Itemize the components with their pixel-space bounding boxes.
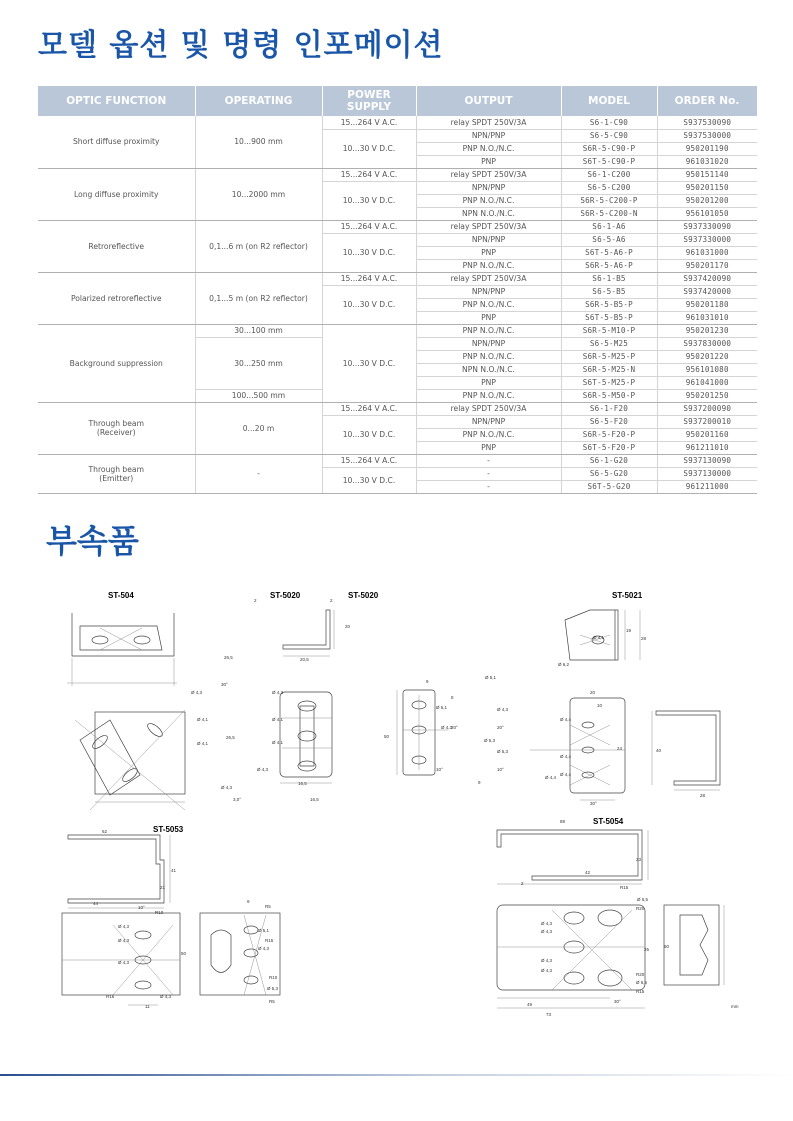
order-number-cell: S937130090 bbox=[657, 454, 757, 467]
power-supply-cell: 15...264 V A.C. bbox=[322, 272, 416, 285]
order-number-cell: 961031000 bbox=[657, 246, 757, 259]
dimension-label: 42 bbox=[585, 870, 591, 875]
dimension-label: 23 bbox=[636, 857, 642, 862]
dimension-label: Ø 4,4 bbox=[560, 717, 572, 722]
section-title-model-options: 모델 옵션 및 명령 인포메이션 bbox=[38, 28, 444, 63]
st-5021-side-view bbox=[650, 705, 730, 795]
model-cell: S6-1-C200 bbox=[561, 168, 657, 181]
dimension-label: R5 bbox=[269, 999, 275, 1004]
order-number-cell: 961041000 bbox=[657, 376, 757, 389]
order-number-cell: S937530090 bbox=[657, 116, 757, 129]
table-row bbox=[38, 272, 757, 285]
dimension-label: 2 bbox=[521, 881, 524, 886]
model-cell: S6R-5-A6-P bbox=[561, 259, 657, 272]
dimension-label: 50 bbox=[664, 944, 670, 949]
dimension-label: R16 bbox=[106, 994, 115, 999]
dimension-label: 20° bbox=[451, 725, 458, 730]
dimension-label: Ø 4,3 bbox=[191, 690, 203, 695]
output-cell: PNP bbox=[416, 441, 561, 454]
operating-range-cell: 0,1...5 m (on R2 reflector) bbox=[195, 272, 322, 324]
dimension-label: Ø 5,1 bbox=[258, 928, 270, 933]
order-number-cell: 950201250 bbox=[657, 389, 757, 402]
dimension-label: Ø 4,3 bbox=[541, 968, 553, 973]
dimension-label: Ø 4,3 bbox=[118, 924, 130, 929]
table-row bbox=[38, 324, 757, 337]
output-cell: NPN/PNP bbox=[416, 415, 561, 428]
dimension-label: 9 bbox=[478, 780, 481, 785]
dimension-label: Ø 4,3 bbox=[541, 929, 553, 934]
output-cell: relay SPDT 250V/3A bbox=[416, 168, 561, 181]
power-supply-cell: 15...264 V A.C. bbox=[322, 116, 416, 129]
table-header-4: MODEL bbox=[561, 86, 657, 116]
dimension-label: 28 bbox=[641, 636, 647, 641]
dimension-label: Ø 4,3 bbox=[118, 938, 130, 943]
power-supply-cell: 10...30 V D.C. bbox=[322, 467, 416, 493]
power-supply-cell: 10...30 V D.C. bbox=[322, 129, 416, 168]
power-supply-cell: 10...30 V D.C. bbox=[322, 415, 416, 454]
model-cell: S6-5-G20 bbox=[561, 467, 657, 480]
power-supply-cell: 15...264 V A.C. bbox=[322, 168, 416, 181]
dimension-label: Ø 4,1 bbox=[593, 635, 605, 640]
model-cell: S6R-5-C200-P bbox=[561, 194, 657, 207]
drawing-label-st-504: ST-504 bbox=[108, 591, 134, 600]
dimension-label: 3,0° bbox=[233, 797, 242, 802]
dimension-label: R15 bbox=[620, 885, 629, 890]
dimension-label: Ø 4,3 bbox=[541, 921, 553, 926]
model-cell: S6R-5-F20-P bbox=[561, 428, 657, 441]
order-number-cell: 961031020 bbox=[657, 155, 757, 168]
dimension-label: 24 bbox=[617, 746, 623, 751]
output-cell: PNP N.O./N.C. bbox=[416, 298, 561, 311]
dimension-label: Ø 4,1 bbox=[197, 717, 209, 722]
dimension-label: 20 bbox=[345, 624, 351, 629]
power-supply-cell: 15...264 V A.C. bbox=[322, 220, 416, 233]
output-cell: PNP N.O./N.C. bbox=[416, 324, 561, 337]
dimension-label: 44 bbox=[93, 901, 99, 906]
dimension-label: 10° bbox=[436, 767, 443, 772]
dimension-label: R10 bbox=[269, 975, 278, 980]
dimension-label: Ø 5,1 bbox=[436, 705, 448, 710]
model-options-table bbox=[38, 86, 758, 494]
dimension-label: 8 bbox=[451, 695, 454, 700]
optic-function-cell: Through beam (Emitter) bbox=[38, 454, 195, 493]
order-number-cell: 961211010 bbox=[657, 441, 757, 454]
model-cell: S6-5-C200 bbox=[561, 181, 657, 194]
model-cell: S6R-5-M10-P bbox=[561, 324, 657, 337]
order-number-cell: 950151140 bbox=[657, 168, 757, 181]
output-cell: PNP N.O./N.C. bbox=[416, 259, 561, 272]
table-row bbox=[38, 220, 757, 233]
dimension-label: Ø 4,3 bbox=[118, 960, 130, 965]
order-number-cell: 950201220 bbox=[657, 350, 757, 363]
drawing-label-st-5053: ST-5053 bbox=[153, 825, 184, 834]
table-header-row bbox=[38, 86, 757, 116]
dimension-label: Ø 6,5 bbox=[636, 980, 648, 985]
model-cell: S6-1-F20 bbox=[561, 402, 657, 415]
table-header-2: POWER SUPPLY bbox=[322, 86, 416, 116]
dimension-label: Ø 4,4 bbox=[560, 772, 572, 777]
dimension-label: Ø 4,1 bbox=[197, 741, 209, 746]
order-number-cell: 956101050 bbox=[657, 207, 757, 220]
dimension-label: 30° bbox=[590, 801, 597, 806]
operating-range-cell: - bbox=[195, 454, 322, 493]
dimension-label: Ø 4,3 bbox=[441, 725, 453, 730]
st-5053-top-view bbox=[60, 830, 175, 915]
dimension-label: 50 bbox=[181, 951, 187, 956]
order-number-cell: 950201190 bbox=[657, 142, 757, 155]
model-cell: S6R-5-M25-P bbox=[561, 350, 657, 363]
dimension-label: 30° bbox=[221, 682, 228, 687]
model-cell: S6R-5-B5-P bbox=[561, 298, 657, 311]
st-5054-top-view bbox=[492, 822, 657, 890]
model-cell: S6T-5-B5-P bbox=[561, 311, 657, 324]
operating-range-cell: 10...2000 mm bbox=[195, 168, 322, 220]
dimension-label: Ø 4,3 bbox=[160, 994, 172, 999]
output-cell: relay SPDT 250V/3A bbox=[416, 116, 561, 129]
optic-function-cell: Long diffuse proximity bbox=[38, 168, 195, 220]
order-number-cell: S937420000 bbox=[657, 285, 757, 298]
dimension-label: R5 bbox=[265, 904, 271, 909]
output-cell: PNP N.O./N.C. bbox=[416, 428, 561, 441]
dimension-label: 25 bbox=[644, 947, 650, 952]
output-cell: relay SPDT 250V/3A bbox=[416, 220, 561, 233]
order-number-cell: S937420090 bbox=[657, 272, 757, 285]
output-cell: PNP bbox=[416, 246, 561, 259]
output-cell: relay SPDT 250V/3A bbox=[416, 272, 561, 285]
table-row bbox=[38, 402, 757, 415]
dimension-label: 62 bbox=[102, 829, 108, 834]
operating-range-cell: 30...100 mm bbox=[195, 324, 322, 337]
dimension-label: Ø 6,2 bbox=[558, 662, 570, 667]
output-cell: NPN/PNP bbox=[416, 129, 561, 142]
order-number-cell: 950201170 bbox=[657, 259, 757, 272]
dimension-label: 11 bbox=[145, 1004, 150, 1009]
order-number-cell: 950201200 bbox=[657, 194, 757, 207]
dimension-label: 41 bbox=[171, 868, 177, 873]
dimension-label: 20° bbox=[497, 725, 504, 730]
order-number-cell: 956101080 bbox=[657, 363, 757, 376]
model-cell: S6-5-A6 bbox=[561, 233, 657, 246]
drawing-label-st-5020-b: ST-5020 bbox=[348, 591, 379, 600]
output-cell: - bbox=[416, 467, 561, 480]
power-supply-cell: 15...264 V A.C. bbox=[322, 454, 416, 467]
order-number-cell: S937330000 bbox=[657, 233, 757, 246]
output-cell: PNP N.O./N.C. bbox=[416, 350, 561, 363]
dimension-label: 9 bbox=[426, 679, 429, 684]
section-title-accessories: 부속품 bbox=[46, 522, 139, 560]
model-cell: S6-1-C90 bbox=[561, 116, 657, 129]
table-header-3: OUTPUT bbox=[416, 86, 561, 116]
model-cell: S6-5-B5 bbox=[561, 285, 657, 298]
dimension-label: Ø 4,1 bbox=[272, 740, 284, 745]
table-header-0: OPTIC FUNCTION bbox=[38, 86, 195, 116]
dimension-label: 2 bbox=[254, 598, 257, 603]
table-row bbox=[38, 116, 757, 129]
operating-range-cell: 0...20 m bbox=[195, 402, 322, 454]
dimension-label: Ø 5,3 bbox=[267, 986, 279, 991]
output-cell: PNP bbox=[416, 155, 561, 168]
power-supply-cell: 15...264 V A.C. bbox=[322, 402, 416, 415]
st-504-side-view bbox=[62, 598, 182, 693]
dimension-label: 50 bbox=[384, 734, 390, 739]
power-supply-cell: 10...30 V D.C. bbox=[322, 233, 416, 272]
table-header-5: ORDER No. bbox=[657, 86, 757, 116]
dimension-label: Ø 4,3 bbox=[221, 785, 233, 790]
dimension-label: Ø 5,3 bbox=[484, 738, 496, 743]
output-cell: PNP bbox=[416, 311, 561, 324]
model-cell: S6T-5-M25-P bbox=[561, 376, 657, 389]
st-5054-side-view bbox=[660, 895, 730, 990]
dimension-label: Ø 4,3 bbox=[258, 946, 270, 951]
dimension-label: Ø 4,3 bbox=[541, 958, 553, 963]
dimension-label: Ø 4,3 bbox=[272, 690, 284, 695]
model-cell: S6R-5-M50-P bbox=[561, 389, 657, 402]
order-number-cell: S937130000 bbox=[657, 467, 757, 480]
optic-function-cell: Through beam (Receiver) bbox=[38, 402, 195, 454]
order-number-cell: S937830000 bbox=[657, 337, 757, 350]
table-row bbox=[38, 454, 757, 467]
model-cell: S6R-5-C200-N bbox=[561, 207, 657, 220]
dimension-label: 49 bbox=[527, 1002, 533, 1007]
st-504-front-view bbox=[70, 700, 188, 818]
model-cell: S6T-5-F20-P bbox=[561, 441, 657, 454]
output-cell: PNP bbox=[416, 376, 561, 389]
output-cell: relay SPDT 250V/3A bbox=[416, 402, 561, 415]
dimension-label: Ø 6,5 bbox=[637, 897, 649, 902]
dimension-label: 21 bbox=[160, 885, 166, 890]
model-cell: S6-1-G20 bbox=[561, 454, 657, 467]
model-cell: S6T-5-C90-P bbox=[561, 155, 657, 168]
dimension-label: 10 bbox=[597, 703, 603, 708]
dimension-label: 10° bbox=[497, 767, 504, 772]
output-cell: - bbox=[416, 480, 561, 493]
dimension-label: R10 bbox=[155, 910, 164, 915]
st-5054-front-view bbox=[492, 890, 652, 1020]
dimension-label: R15 bbox=[636, 989, 645, 994]
model-cell: S6-5-M25 bbox=[561, 337, 657, 350]
order-number-cell: S937200090 bbox=[657, 402, 757, 415]
model-cell: S6-5-C90 bbox=[561, 129, 657, 142]
order-number-cell: 950201160 bbox=[657, 428, 757, 441]
dimension-label: 73 bbox=[546, 1012, 552, 1017]
order-number-cell: S937530000 bbox=[657, 129, 757, 142]
drawing-label-st-5020-a: ST-5020 bbox=[270, 591, 301, 600]
order-number-cell: 950201150 bbox=[657, 181, 757, 194]
dimension-label: Ø 4,3 bbox=[497, 707, 509, 712]
drawing-label-st-5021: ST-5021 bbox=[612, 591, 643, 600]
drawing-label-st-5054: ST-5054 bbox=[593, 817, 624, 826]
output-cell: NPN/PNP bbox=[416, 233, 561, 246]
dimension-label: R20 bbox=[636, 906, 645, 911]
output-cell: NPN/PNP bbox=[416, 181, 561, 194]
table-header-1: OPERATING bbox=[195, 86, 322, 116]
dimension-label: mm bbox=[731, 1004, 739, 1009]
model-cell: S6-5-F20 bbox=[561, 415, 657, 428]
dimension-label: 2 bbox=[330, 598, 333, 603]
st-5020-front-view bbox=[272, 688, 342, 788]
dimension-label: Ø 5,3 bbox=[497, 749, 509, 754]
order-number-cell: 950201180 bbox=[657, 298, 757, 311]
dimension-label: 88 bbox=[560, 819, 566, 824]
output-cell: PNP N.O./N.C. bbox=[416, 194, 561, 207]
dimension-label: R15 bbox=[265, 938, 274, 943]
model-cell: S6T-5-G20 bbox=[561, 480, 657, 493]
dimension-label: R20 bbox=[636, 972, 645, 977]
dimension-label: 9 bbox=[247, 899, 250, 904]
optic-function-cell: Retroreflective bbox=[38, 220, 195, 272]
dimension-label: Ø 4,3 bbox=[257, 767, 269, 772]
order-number-cell: 961031010 bbox=[657, 311, 757, 324]
model-cell: S6R-5-M25-N bbox=[561, 363, 657, 376]
table-row bbox=[38, 168, 757, 181]
dimension-label: 40 bbox=[656, 748, 662, 753]
operating-range-cell: 10...900 mm bbox=[195, 116, 322, 168]
optic-function-cell: Polarized retroreflective bbox=[38, 272, 195, 324]
order-number-cell: S937200010 bbox=[657, 415, 757, 428]
optic-function-cell: Short diffuse proximity bbox=[38, 116, 195, 168]
st-5021-front-view bbox=[520, 690, 630, 805]
order-number-cell: S937330090 bbox=[657, 220, 757, 233]
power-supply-cell: 10...30 V D.C. bbox=[322, 181, 416, 220]
dimension-label: 16,5 bbox=[298, 781, 307, 786]
dimension-label: 28 bbox=[700, 793, 706, 798]
output-cell: PNP N.O./N.C. bbox=[416, 142, 561, 155]
dimension-label: 26,5 bbox=[226, 735, 235, 740]
output-cell: - bbox=[416, 454, 561, 467]
output-cell: NPN/PNP bbox=[416, 337, 561, 350]
dimension-label: Ø 4,1 bbox=[272, 717, 284, 722]
model-cell: S6-1-B5 bbox=[561, 272, 657, 285]
dimension-label: 10° bbox=[138, 905, 145, 910]
dimension-label: Ø 4,4 bbox=[560, 754, 572, 759]
dimension-label: Ø 5,1 bbox=[485, 675, 497, 680]
dimension-label: 30° bbox=[614, 999, 621, 1004]
st-5020-top-view bbox=[268, 600, 351, 655]
optic-function-cell: Background suppression bbox=[38, 324, 195, 402]
model-cell: S6R-5-C90-P bbox=[561, 142, 657, 155]
dimension-label: 19 bbox=[626, 628, 632, 633]
order-number-cell: 950201230 bbox=[657, 324, 757, 337]
model-cell: S6T-5-A6-P bbox=[561, 246, 657, 259]
dimension-label: 26,5 bbox=[224, 655, 233, 660]
model-cell: S6-1-A6 bbox=[561, 220, 657, 233]
footer-rule bbox=[0, 1074, 793, 1076]
operating-range-cell: 30...250 mm bbox=[195, 337, 322, 389]
dimension-label: 20 bbox=[590, 690, 596, 695]
dimension-label: Ø 4,4 bbox=[545, 775, 557, 780]
output-cell: NPN N.O./N.C. bbox=[416, 363, 561, 376]
power-supply-cell: 10...30 V D.C. bbox=[322, 324, 416, 402]
power-supply-cell: 10...30 V D.C. bbox=[322, 285, 416, 324]
operating-range-cell: 100...500 mm bbox=[195, 389, 322, 402]
order-number-cell: 961211000 bbox=[657, 480, 757, 493]
dimension-label: 20,5 bbox=[300, 657, 309, 662]
dimension-label: 16,5 bbox=[310, 797, 319, 802]
output-cell: NPN/PNP bbox=[416, 285, 561, 298]
operating-range-cell: 0,1...6 m (on R2 reflector) bbox=[195, 220, 322, 272]
output-cell: PNP N.O./N.C. bbox=[416, 389, 561, 402]
st-5020-side-view bbox=[393, 680, 458, 780]
output-cell: NPN N.O./N.C. bbox=[416, 207, 561, 220]
